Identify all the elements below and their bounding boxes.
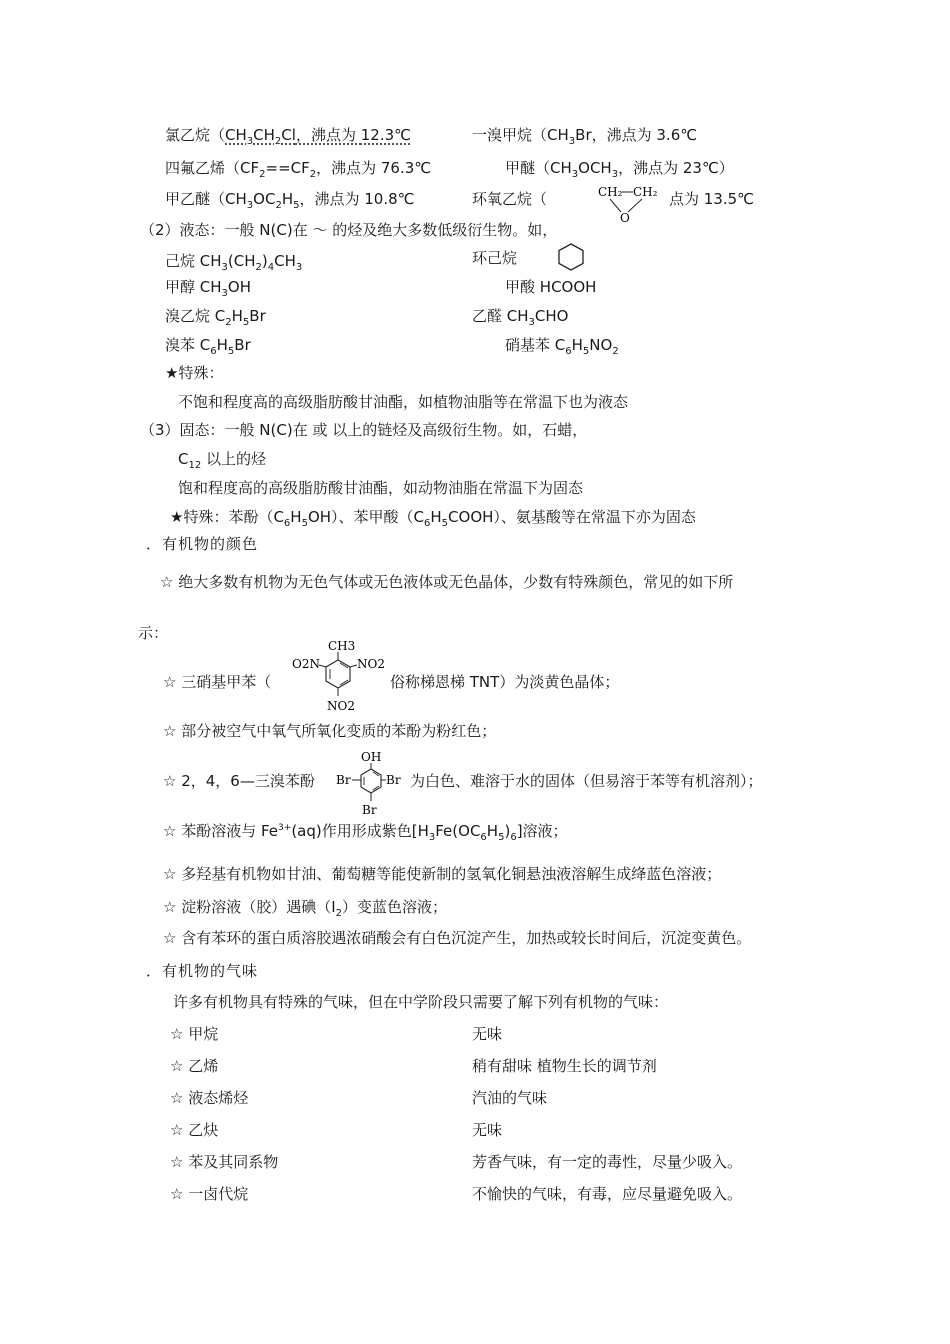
protein-nitric: ☆ 含有苯环的蛋白质溶胶遇浓硝酸会有白色沉淀产生，加热或较长时间后，沉淀变黄色。 (163, 929, 752, 947)
acetaldehyde-name: 乙醛 (472, 307, 503, 325)
smell-row-name: ☆ 苯及其同系物 (170, 1153, 279, 1171)
color-intro-1: ☆ 绝大多数有机物为无色气体或无色液体或无色晶体，少数有特殊颜色，常见的如下所 (160, 573, 734, 591)
fe-charge: 3+ (278, 823, 292, 833)
bromobenzene-name: 溴苯 (165, 336, 196, 354)
methyl-ethyl-ether-bp: ，沸点为 10.8℃ (299, 190, 415, 208)
tribromophenol-post: 为白色、难溶于水的固体（但易溶于苯等有机溶剂）； (410, 772, 763, 790)
tribromo-hydroxyl: OH (361, 750, 382, 764)
color-section-title: ．有机物的颜色 (146, 535, 259, 553)
solid-special: ★特殊：苯酚$(C_6H_5OH)$、苯甲酸$(C_6H_5COOH)$、氨基酸等在常温下亦为固态 (170, 508, 696, 529)
tnt-structure (290, 634, 390, 716)
cyclohexane-ring (556, 242, 586, 272)
acetaldehyde: 乙醛 $CH_3CHO$ (472, 307, 569, 328)
nitrobenzene-name: 硝基苯 (505, 336, 551, 354)
liquid-special-label: ★特殊： (165, 364, 224, 382)
phenol-fe-complex: ☆ 苯酚溶液与 $Fe^{3+}(aq)$作用形成紫色$[H_3Fe(OC_6H_5)_6]$溶液； (163, 822, 568, 843)
tnt-nitro-left: O2N (292, 657, 320, 671)
liquid-heading: （2）液态：一般 N(C)在 ～ 的烃及绝大多数低级衍生物。如， (140, 221, 558, 239)
smell-row-name: ☆ 乙炔 (170, 1121, 219, 1139)
solid-line-2: 饱和程度高的高级脂肪酸甘油酯，如动物油脂在常温下为固态 (178, 479, 584, 497)
tribromophenol-structure (334, 748, 406, 818)
liquid-special-text: 不饱和程度高的高级脂肪酸甘油酯，如植物油脂等在常温下也为液态 (178, 393, 629, 411)
chloroethane-formula: $CH_3CH_2Cl$ (225, 126, 296, 147)
starch-iodine: ☆ 淀粉溶液（胶）遇碘$(I_2)$变蓝色溶液； (163, 898, 448, 919)
methyl-ethyl-ether-label: 甲乙醚（ (165, 190, 226, 208)
cyclohexane-name: 环己烷 (472, 249, 518, 267)
tnt-methyl: CH3 (328, 639, 356, 653)
cyclohexane (472, 248, 517, 268)
fe-pre: ☆ 苯酚溶液与 Fe (163, 822, 279, 840)
formic-acid (505, 277, 596, 297)
methanol: 甲醇 $CH_3OH$ (165, 278, 252, 299)
gas-row-1-left (165, 125, 411, 145)
smell-section-title: ．有机物的气味 (146, 962, 259, 980)
ethylene-oxide-structure (595, 182, 667, 224)
dimethyl-ether-bp: ，沸点为 23℃） (618, 159, 734, 177)
tnt-nitro-right: NO2 (357, 657, 385, 671)
glycerol-copper: ☆ 多羟基有机物如甘油、葡萄糖等能使新制的氢氧化铜悬浊液溶解生成绛蓝色溶液； (163, 865, 722, 883)
phenol-pink: ☆ 部分被空气中氧气所氧化变质的苯酚为粉红色； (163, 722, 497, 740)
smell-row-name: ☆ 甲烷 (170, 1025, 219, 1043)
solid-line-1-text: 以上的烃 (206, 450, 267, 468)
solid-line-1: $C_{12}$ 以上的烃 (178, 450, 267, 471)
bromobenzene: 溴苯 $C_6H_5Br$ (165, 336, 251, 357)
tfe-bp: ，沸点为 76.3℃ (316, 159, 432, 177)
smell-row-desc: 稍有甜味 植物生长的调节剂 (472, 1057, 657, 1075)
smell-row-desc: 汽油的气味 (472, 1089, 548, 1107)
chloroethane-label: 氯乙烷（ (165, 126, 226, 144)
boiling-value: 12.3℃ (360, 126, 411, 144)
color-intro-2: 示： (138, 624, 169, 642)
epoxide-ch2-left: CH₂ (598, 185, 623, 199)
gas-row-2-right: 甲醚（$CH_3OCH_3$，沸点为 23℃） (505, 159, 734, 180)
epoxide-oxygen: O (620, 211, 630, 224)
tribromo-br-bottom: Br (362, 803, 377, 817)
formic-acid-formula: HCOOH (539, 278, 597, 296)
epoxide-ch2-right: CH₂ (633, 185, 658, 199)
smell-intro: 许多有机物具有特殊的气味，但在中学阶段只需要了解下列有机物的气味： (173, 993, 669, 1011)
tnt-post: 俗称梯恩梯 TNT）为淡黄色晶体； (390, 673, 620, 691)
smell-row-name: ☆ 一卤代烷 (170, 1185, 249, 1203)
smell-row-name: ☆ 液态烯烃 (170, 1089, 249, 1107)
solid-heading: （3）固态：一般 N(C)在 或 以上的链烃及高级衍生物。如，石蜡， (140, 421, 588, 439)
smell-row-name: ☆ 乙烯 (170, 1057, 219, 1075)
tnt-pre: ☆ 三硝基甲苯（ (163, 673, 272, 691)
gas-row-1-right: 一溴甲烷（$CH_3Br$，沸点为 3.6℃ (472, 126, 698, 147)
epoxide-label: 环氧乙烷（ (472, 190, 548, 208)
smell-row-desc: 不愉快的气味，有毒，应尽量避免吸入。 (472, 1185, 743, 1203)
bromomethane-bp: ，沸点为 3.6℃ (591, 126, 698, 144)
dimethyl-ether-label: 甲醚（ (505, 159, 551, 177)
boiling-text: ，沸点为 (295, 126, 361, 144)
bromoethane: 溴乙烷 $C_2H_5Br$ (165, 307, 266, 328)
tribromo-br-left: Br (336, 773, 351, 787)
smell-row-desc: 无味 (472, 1025, 503, 1043)
hexane-name: 己烷 (165, 252, 196, 270)
formic-acid-name: 甲酸 (505, 278, 536, 296)
methanol-name: 甲醇 (165, 278, 196, 296)
nitrobenzene: 硝基苯 $C_6H_5NO_2$ (505, 336, 619, 357)
tribromo-br-right: Br (386, 773, 401, 787)
bromomethane-label: 一溴甲烷（ (472, 126, 548, 144)
gas-row-2-left: 四氟乙烯（$CF_2==CF_2$，沸点为 76.3℃ (165, 159, 432, 180)
bromoethane-name: 溴乙烷 (165, 307, 211, 325)
tfe-label: 四氟乙烯（ (165, 159, 241, 177)
smell-row-desc: 芳香气味，有一定的毒性，尽量少吸入。 (472, 1153, 743, 1171)
smell-row-desc: 无味 (472, 1121, 503, 1139)
tnt-nitro-bottom: NO2 (327, 699, 355, 713)
gas-row-3-left: 甲乙醚（$CH_3OC_2H_5$，沸点为 10.8℃ (165, 190, 415, 211)
tribromophenol-pre: ☆ 2，4，6—三溴苯酚 (163, 772, 315, 790)
epoxide-bp: 点为 13.5℃ (669, 190, 755, 208)
hexane: 己烷 $CH_3(CH_2)_4CH_3$ (165, 252, 303, 273)
